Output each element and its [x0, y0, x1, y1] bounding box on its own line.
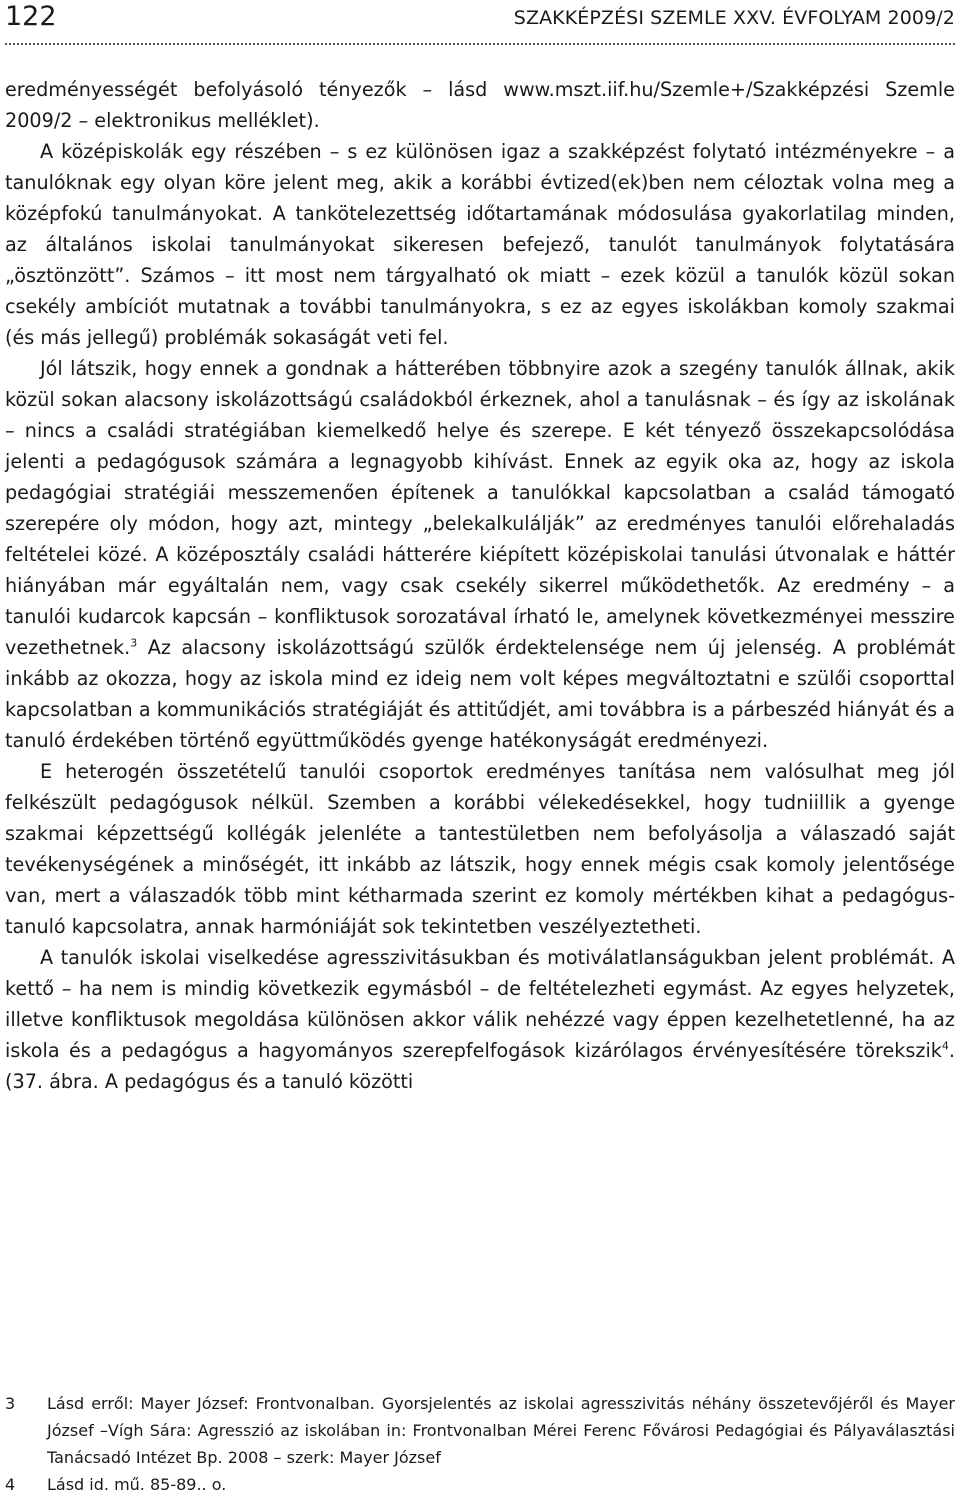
main-text: [5, 74, 955, 1097]
running-head: SZAKKÉPZÉSI SZEMLE XXV. ÉVFOLYAM 2009/2: [513, 7, 955, 29]
footnote-text: Lásd erről: Mayer József: Frontvonalban. Gyorsjelentés az iskolai agresszivitás néhány összetevőjéről és Mayer József –Vígh Sára: Agresszió az iskolában in: Frontvonalban Mérei Ferenc Fővárosi Pedagógiai és Pályaválasztási Tanácsadó Intézet Bp. 2008 – szerk: Mayer József: [47, 1394, 955, 1467]
footnote-ref-3[interactable]: 3: [130, 636, 138, 650]
paragraph-4: E heterogén összetételű tanulói csoportok eredményes tanítása nem valósulhat meg jól felkészült pedagógusok nélkül. Szemben a korábbi vélekedésekkel, hogy tudniillik a gyenge szakmai képzettségű kollégák jelenléte a tantestületben nem befolyásolja a válaszadó saját tevékenységének a minőségét, itt inkább az látszik, hogy ennek mégis csak komoly jelentősége van, mert a válaszadók több mint kétharmada szerint ez komoly mértékben kihat a pedagógus-tanuló kapcsolatra, annak harmóniáját sok tekintetben veszélyeztetheti.: [5, 760, 955, 938]
footnote-text: Lásd id. mű. 85-89.. o.: [47, 1475, 227, 1494]
footnote-number: 4: [5, 1475, 16, 1494]
paragraph-1: eredményességét befolyásoló tényezők – lásd www.mszt.iif.hu/Szemle+/Szakképzési Szemle 2009/2 – elektronikus melléklet).: [5, 78, 955, 132]
page-header: [5, 0, 955, 44]
footnote-3: [5, 1390, 955, 1471]
page-number: 122: [5, 1, 57, 32]
footnotes: [5, 1390, 955, 1498]
paragraph-2: A középiskolák egy részében – s ez különösen igaz a szakképzést folytató intézményekre – a tanulóknak egy olyan köre jelent meg, akik a korábbi évtized(ek)ben nem céloztak volna meg a középfokú tanulmányokat. A tankötelezettség időtartamának módosulása gyakorlatilag minden, az általános iskolai tanulmányokat sikeresen befejező, tanulót tanulmányok folytatására „ösztönzött”. Számos – itt most nem tárgyalható ok miatt – ezek közül a tanulók közül sokan csekély ambíciót mutatnak a további tanulmányokra, s ez az egyes iskolákban komoly szakmai (és más jellegű) problémák sokaságát veti fel.: [5, 140, 955, 349]
paragraph-5-text-a: A tanulók iskolai viselkedése agresszivitásukban és motiválatlanságukban jelent problémát. A kettő – ha nem is mindig következik egymásból – de feltételezheti egymást. Az egyes helyzetek, illetve konfliktusok megoldása különösen akkor válik nehézzé vagy éppen kezelhetetlenné, ha az iskola és a pedagógus a hagyományos szerepfelfogások kizárólagos érvényesítésére törekszik: [5, 946, 955, 1062]
paragraph-3: [5, 353, 955, 756]
header-divider: [5, 43, 955, 45]
footnote-4: [5, 1471, 955, 1498]
footnote-ref-4[interactable]: 4: [941, 1039, 949, 1053]
paragraph-5: [5, 942, 955, 1097]
paragraph-3-text-a: Jól látszik, hogy ennek a gondnak a hátterében többnyire azok a szegény tanulók állnak, akik közül sokan alacsony iskolázottságú családokból érkeznek, ahol a tanulásnak – és így az iskolának – nincs a családi stratégiában kiemelkedő helye és szerepe. E két tényező összekapcsolódása jelenti a pedagógusok számára a legnagyobb kihívást. Ennek az egyik oka az, hogy az iskola pedagógiai stratégiái messzemenően építenek a tanulókkal kapcsolatban a család támogató szerepére oly módon, hogy azt, mintegy „belekalkulálják” az eredményes tanulói előrehaladás feltételei közé. A középosztály családi hátterére kiépített középiskolai tanulási útvonalak e háttér hiányában már egyáltalán nem, vagy csak csekély sikerrel működethetők. Az eredmény – a tanulói kudarcok kapcsán – konfliktusok sorozatával írható le, amelynek következményei messzire vezethetnek.: [5, 357, 955, 659]
paragraph-3-text-b: Az alacsony iskolázottságú szülők érdektelensége nem új jelenség. A problémát inkább az okozza, hogy az iskola mind ez ideig nem volt képes megváltoztatni e szülői csoporttal kapcsolatban a kommunikációs stratégiáját és attitűdjét, ami továbbra is a párbeszéd hiányát és a tanuló érdekében történő együttműködés gyenge hatékonyságát eredményezi.: [5, 636, 955, 752]
paragraph-5-text-b: . (37. ábra. A pedagógus és a tanuló közötti: [5, 1039, 955, 1093]
footnote-number: 3: [5, 1394, 16, 1413]
